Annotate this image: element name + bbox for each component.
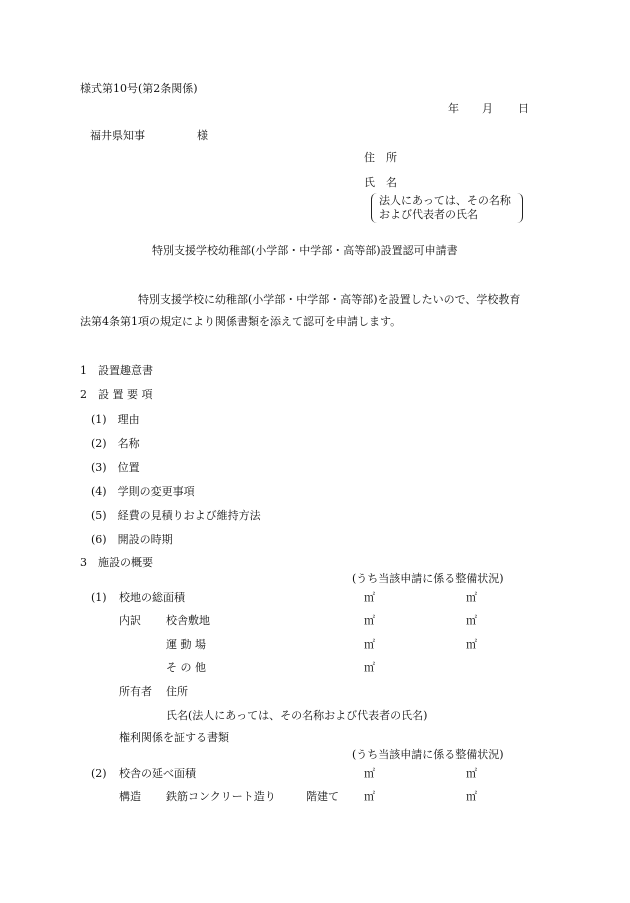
section-2: 2 設 置 要 項 [80, 388, 153, 401]
playground-unit: ㎡ [364, 638, 375, 651]
section-2-item-5: (5) 経費の見積りおよび維持方法 [91, 509, 261, 522]
body-line-1: 特別支援学校に幼稚部(小学部・中学部・高等部)を設置したいので、学校教育 [138, 293, 521, 306]
other-unit: ㎡ [364, 661, 375, 674]
date-year: 年 [448, 102, 459, 115]
section-2-item-4: (4) 学則の変更事項 [91, 485, 195, 498]
section-2-item-3: (3) 位置 [91, 461, 140, 474]
floors-label: 階建て [306, 790, 339, 803]
structure-status-unit: ㎡ [466, 790, 477, 803]
school-site-label: 校舎敷地 [166, 614, 210, 627]
recipient-name: 福井県知事 [90, 129, 145, 142]
status-header-2: (うち当該申請に係る整備状況) [352, 748, 504, 761]
building-area-unit: ㎡ [364, 767, 375, 780]
section-3: 3 施設の概要 [80, 556, 153, 569]
building-num: (2) [91, 767, 107, 780]
address-label: 住 所 [364, 151, 397, 164]
corporate-note-line1: 法人にあっては、その名称 [379, 194, 511, 207]
form-label: 様式第10号(第2条関係) [80, 82, 198, 95]
owner-name-label: 氏名(法人にあっては、その名称および代表者の氏名) [166, 709, 428, 722]
date-month: 月 [482, 102, 493, 115]
land-num: (1) [91, 591, 107, 604]
structure-label: 構造 [119, 790, 141, 803]
land-total-status-unit: ㎡ [466, 591, 477, 604]
date-day: 日 [518, 102, 529, 115]
owner-label: 所有者 [119, 685, 152, 698]
name-label: 氏 名 [364, 176, 397, 189]
other-label: そ の 他 [166, 661, 206, 674]
playground-label: 運 動 場 [166, 638, 206, 651]
document-title: 特別支援学校幼稚部(小学部・中学部・高等部)設置認可申請書 [152, 244, 458, 257]
corporate-note-bracket [371, 193, 523, 223]
land-total-unit: ㎡ [364, 591, 375, 604]
school-site-unit: ㎡ [364, 614, 375, 627]
body-line-2: 法第4条第1項の規定により関係書類を添えて認可を申請します。 [80, 315, 402, 328]
building-area-status-unit: ㎡ [466, 767, 477, 780]
recipient-honorific: 様 [197, 129, 208, 142]
section-2-item-6: (6) 開設の時期 [91, 533, 173, 546]
section-1: 1 設置趣意書 [80, 364, 153, 377]
section-2-item-2: (2) 名称 [91, 437, 140, 450]
school-site-status-unit: ㎡ [466, 614, 477, 627]
owner-address-label: 住所 [166, 685, 188, 698]
structure-unit: ㎡ [364, 790, 375, 803]
section-2-item-1: (1) 理由 [91, 413, 140, 426]
rights-doc-label: 権利関係を証する書類 [119, 731, 229, 744]
structure-type: 鉄筋コンクリート造り [166, 790, 276, 803]
status-header: (うち当該申請に係る整備状況) [352, 572, 504, 585]
corporate-note-line2: および代表者の氏名 [379, 208, 478, 221]
land-total-label: 校地の総面積 [119, 591, 185, 604]
playground-status-unit: ㎡ [466, 638, 477, 651]
building-area-label: 校舎の延べ面積 [119, 767, 196, 780]
breakdown-label: 内訳 [119, 614, 141, 627]
